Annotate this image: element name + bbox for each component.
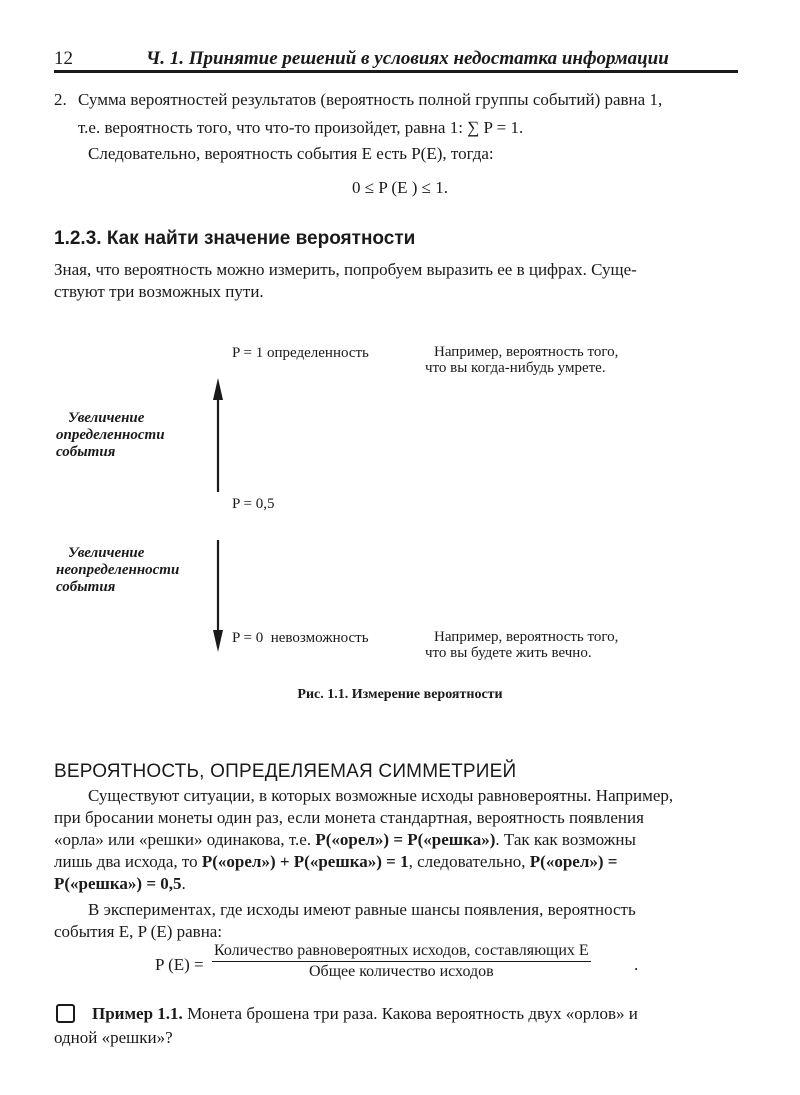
label-p1: P = 1 определенность	[232, 345, 369, 361]
example-label: Пример 1.1.	[92, 1004, 183, 1023]
line-4-formula-1: P(«орел») + P(«решка») = 1	[201, 852, 409, 871]
running-header	[54, 42, 738, 73]
probability-axis	[200, 370, 240, 660]
formula-lhs: P (E) =	[155, 955, 204, 974]
item-2-line-1: Сумма вероятностей результатов (вероятность полной группы событий) равна 1,	[78, 90, 663, 109]
symmetry-p1-line-1: Существуют ситуации, в которых возможные исходы равновероятны. Например,	[88, 786, 674, 805]
symmetry-p2-line-2: события E, P (E) равна:	[54, 922, 223, 941]
line-3-text-c: . Так как возможны	[495, 830, 636, 849]
page-number: 12	[54, 48, 73, 69]
symmetry-heading: ВЕРОЯТНОСТЬ, ОПРЕДЕЛЯЕМАЯ СИММЕТРИЕЙ	[54, 761, 517, 782]
example-line-1	[92, 1002, 638, 1026]
symmetry-p2-line-1: В экспериментах, где исходы имеют равные шансы появления, вероятность	[88, 900, 636, 919]
symmetry-p1-line-3	[54, 828, 636, 852]
up-text-line-3: события	[56, 444, 116, 460]
bottom-example-line-1: Например, вероятность того,	[434, 629, 619, 645]
formula-end: .	[634, 955, 639, 974]
symmetry-p1-line-4	[54, 850, 617, 874]
example-box-icon	[56, 1004, 75, 1023]
formula-fraction	[212, 942, 591, 981]
top-example-line-2: что вы когда-нибудь умрете.	[425, 360, 606, 376]
bottom-example-line-2: что вы будете жить вечно.	[425, 645, 592, 661]
label-p0: P = 0 невозможность	[232, 630, 369, 646]
formula-denominator: Общее количество исходов	[309, 963, 494, 980]
line-4-formula-2: P(«орел») =	[529, 852, 618, 871]
down-text-line-2: неопределенности	[56, 562, 180, 578]
down-arrow-icon	[213, 630, 223, 652]
section-para-line-2: ствуют три возможных пути.	[54, 282, 264, 301]
label-p05: P = 0,5	[232, 496, 275, 512]
running-title: Ч. 1. Принятие решений в условиях недостатка информации	[146, 48, 669, 69]
section-heading: 1.2.3. Как найти значение вероятности	[54, 228, 416, 249]
line-3-text-a: «орла» или «решки» одинакова, т.е.	[54, 830, 316, 849]
item-2-line-3: Следовательно, вероятность события E есть P(E), тогда:	[88, 144, 494, 163]
up-text-line-1: Увеличение	[68, 410, 145, 426]
section-para-line-1: Зная, что вероятность можно измерить, попробуем выразить ее в цифрах. Суще-	[54, 260, 637, 279]
item-2-number: 2.	[54, 90, 67, 109]
down-text-line-3: события	[56, 579, 116, 595]
up-arrow-icon	[213, 378, 223, 400]
figure-caption: Рис. 1.1. Измерение вероятности	[297, 687, 503, 702]
line-3-formula: P(«орел») = P(«решка»)	[315, 830, 496, 849]
symmetry-p1-line-5	[54, 872, 186, 896]
symmetry-p1-line-2: при бросании монеты один раз, если монета стандартная, вероятность появления	[54, 808, 644, 827]
probability-inequality: 0 ≤ P (E ) ≤ 1.	[352, 178, 448, 197]
formula-numerator: Количество равновероятных исходов, составляющих E	[212, 942, 591, 962]
line-5-end: .	[181, 874, 186, 893]
up-text-line-2: определенности	[56, 427, 165, 443]
example-question: Монета брошена три раза. Какова вероятность двух «орлов» и	[187, 1004, 638, 1023]
item-2-line-2: т.е. вероятность того, что что-то произойдет, равна 1: ∑ P = 1.	[78, 118, 524, 137]
down-text-line-1: Увеличение	[68, 545, 145, 561]
top-example-line-1: Например, вероятность того,	[434, 344, 619, 360]
line-4-text-a: лишь два исхода, то	[54, 852, 202, 871]
line-4-text-c: , следовательно,	[408, 852, 530, 871]
line-5-formula: P(«решка») = 0,5	[54, 874, 182, 893]
example-line-2: одной «решки»?	[54, 1028, 173, 1047]
